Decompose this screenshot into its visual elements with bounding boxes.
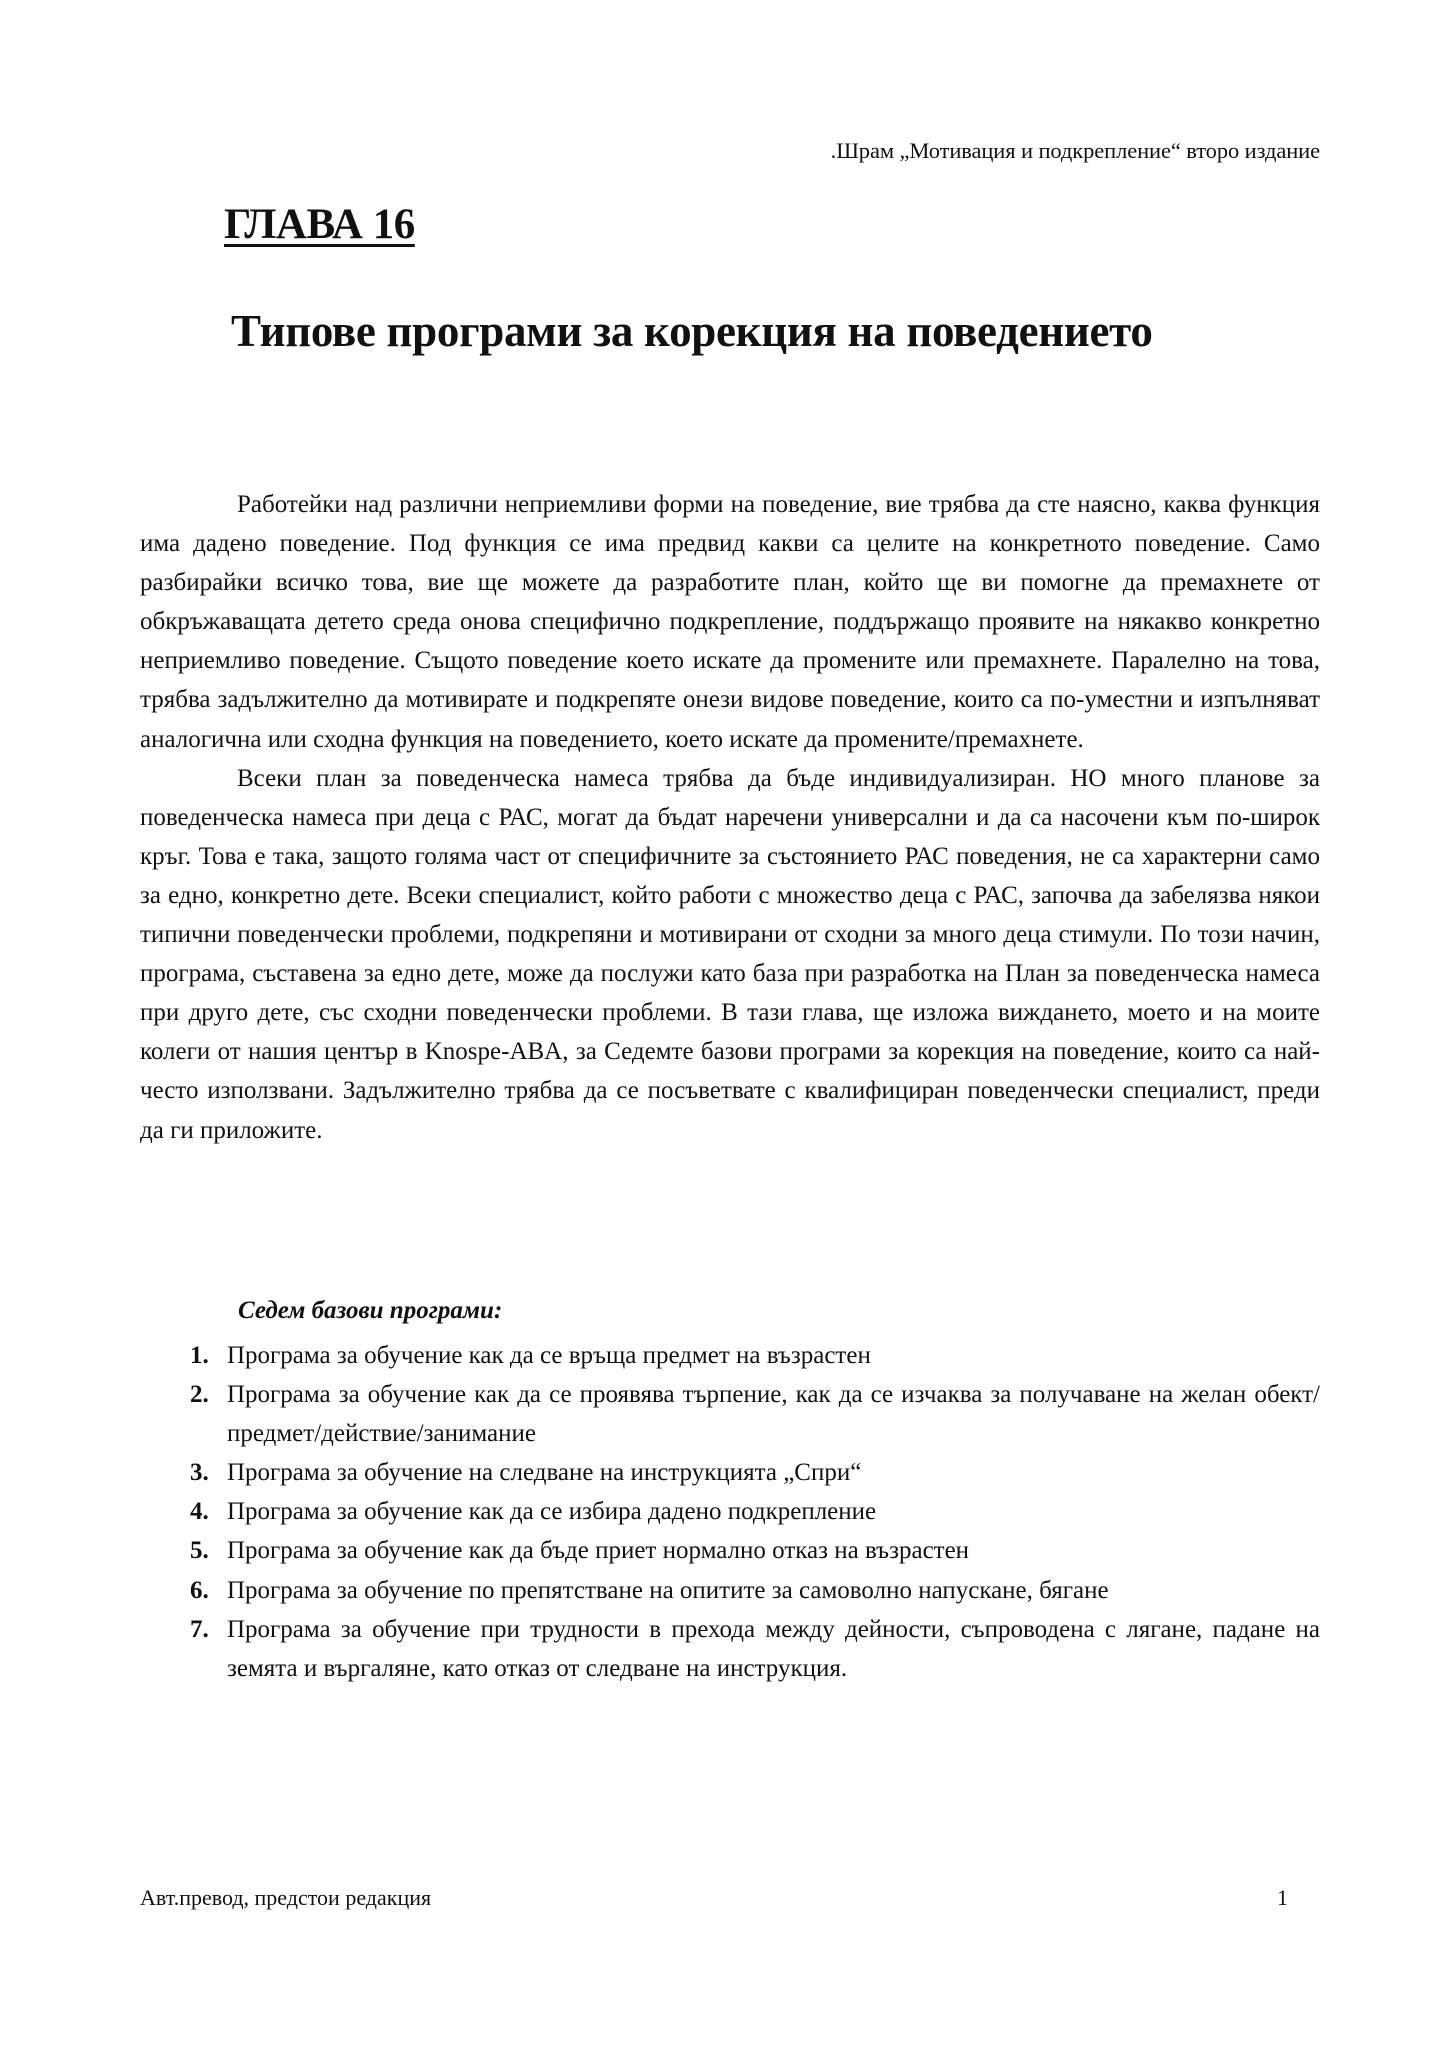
list-item (190, 1336, 1320, 1375)
body-text (140, 485, 1320, 1150)
list-number: 7. (190, 1615, 209, 1643)
list-item (190, 1375, 1320, 1453)
running-header: .Шрам „Мотивация и подкрепление“ второ издание (830, 138, 1320, 163)
body-paragraph: Работейки над различни неприемливи форми на поведение, вие трябва да сте наясно, каква функция има дадено поведение. Под функция се има предвид какви са целите на конкретното поведение. Само разбирайки всичко това, вие ще можете да разработите план, който ще ви помогне да премахнете от обкръжаващата детето среда онова специфично подкрепление, поддържащо проявите на някакво конкретно неприемливо поведение. Същото поведение което искате да промените или премахнете. Паралелно на това, трябва задължително да мотивирате и подкрепяте онези видове поведение, които са по-уместни и изпълняват аналогична или сходна функция на поведението, което искате да промените/премахнете. (140, 491, 1320, 753)
list-text: Програма за обучение как да се проявява търпение, как да се изчаква за получаване на желан обект/предмет/действие/занимание (227, 1381, 1320, 1448)
list-number: 2. (190, 1381, 209, 1409)
list-number: 4. (190, 1498, 209, 1526)
list-text: Програма за обучение по препятстване на опитите за самоволно напускане, бягане (227, 1576, 1109, 1604)
footer-note: Авт.превод, предстои редакция (140, 1885, 432, 1910)
list-number: 3. (190, 1459, 209, 1487)
chapter-title: Типове програми за корекция на поведението (231, 306, 1153, 356)
list-item (190, 1492, 1320, 1531)
body-paragraph: Всеки план за поведенческа намеса трябва да бъде индивидуализиран. НО много планове за поведенческа намеса при деца с РАС, могат да бъдат наречени универсални и да са насочени към по-широк кръг. Това е така, защото голяма част от специфичните за състоянието РАС поведения, не са характерни само за едно, конкретно дете. Всеки специалист, който работи с множество деца с РАС, започва да забелязва някои типични поведенчески проблеми, подкрепяни и мотивирани от сходни за много деца стимули. По този начин, програма, съставена за едно дете, може да послужи като база при разработка на План за поведенческа намеса при друго дете, със сходни поведенчески проблеми. В тази глава, ще изложа виждането, моето и на моите колеги от нашия център в Knospe-ABA, за Седемте базови програми за корекция на поведение, които са най-често използвани. Задължително трябва да се посъветвате с квалифициран поведенчески специалист, преди да ги приложите. (140, 764, 1320, 1144)
list-item (190, 1453, 1320, 1492)
list-text: Програма за обучение при трудности в прехода между дейности, съпроводена с лягане, падане на земята и въргаляне, като отказ от следване на инструкция. (227, 1615, 1320, 1682)
list-item (190, 1571, 1320, 1610)
list-item (190, 1610, 1320, 1688)
list-text: Програма за обучение как да се връща предмет на възрастен (227, 1342, 871, 1369)
page-number: 1 (1277, 1885, 1288, 1910)
programs-heading: Седем базови програми: (238, 1297, 503, 1324)
list-text: Програма за обучение как да бъде приет нормално отказ на възрастен (227, 1537, 970, 1565)
list-number: 6. (190, 1576, 209, 1604)
list-text: Програма за обучение как да се избира дадено подкрепление (227, 1498, 877, 1526)
programs-list (190, 1336, 1320, 1688)
list-text: Програма за обучение на следване на инструкцията „Спри“ (227, 1459, 862, 1487)
chapter-label: ГЛАВА 16 (224, 201, 415, 248)
list-item (190, 1531, 1320, 1570)
list-number: 1. (190, 1342, 209, 1369)
list-number: 5. (190, 1537, 209, 1565)
